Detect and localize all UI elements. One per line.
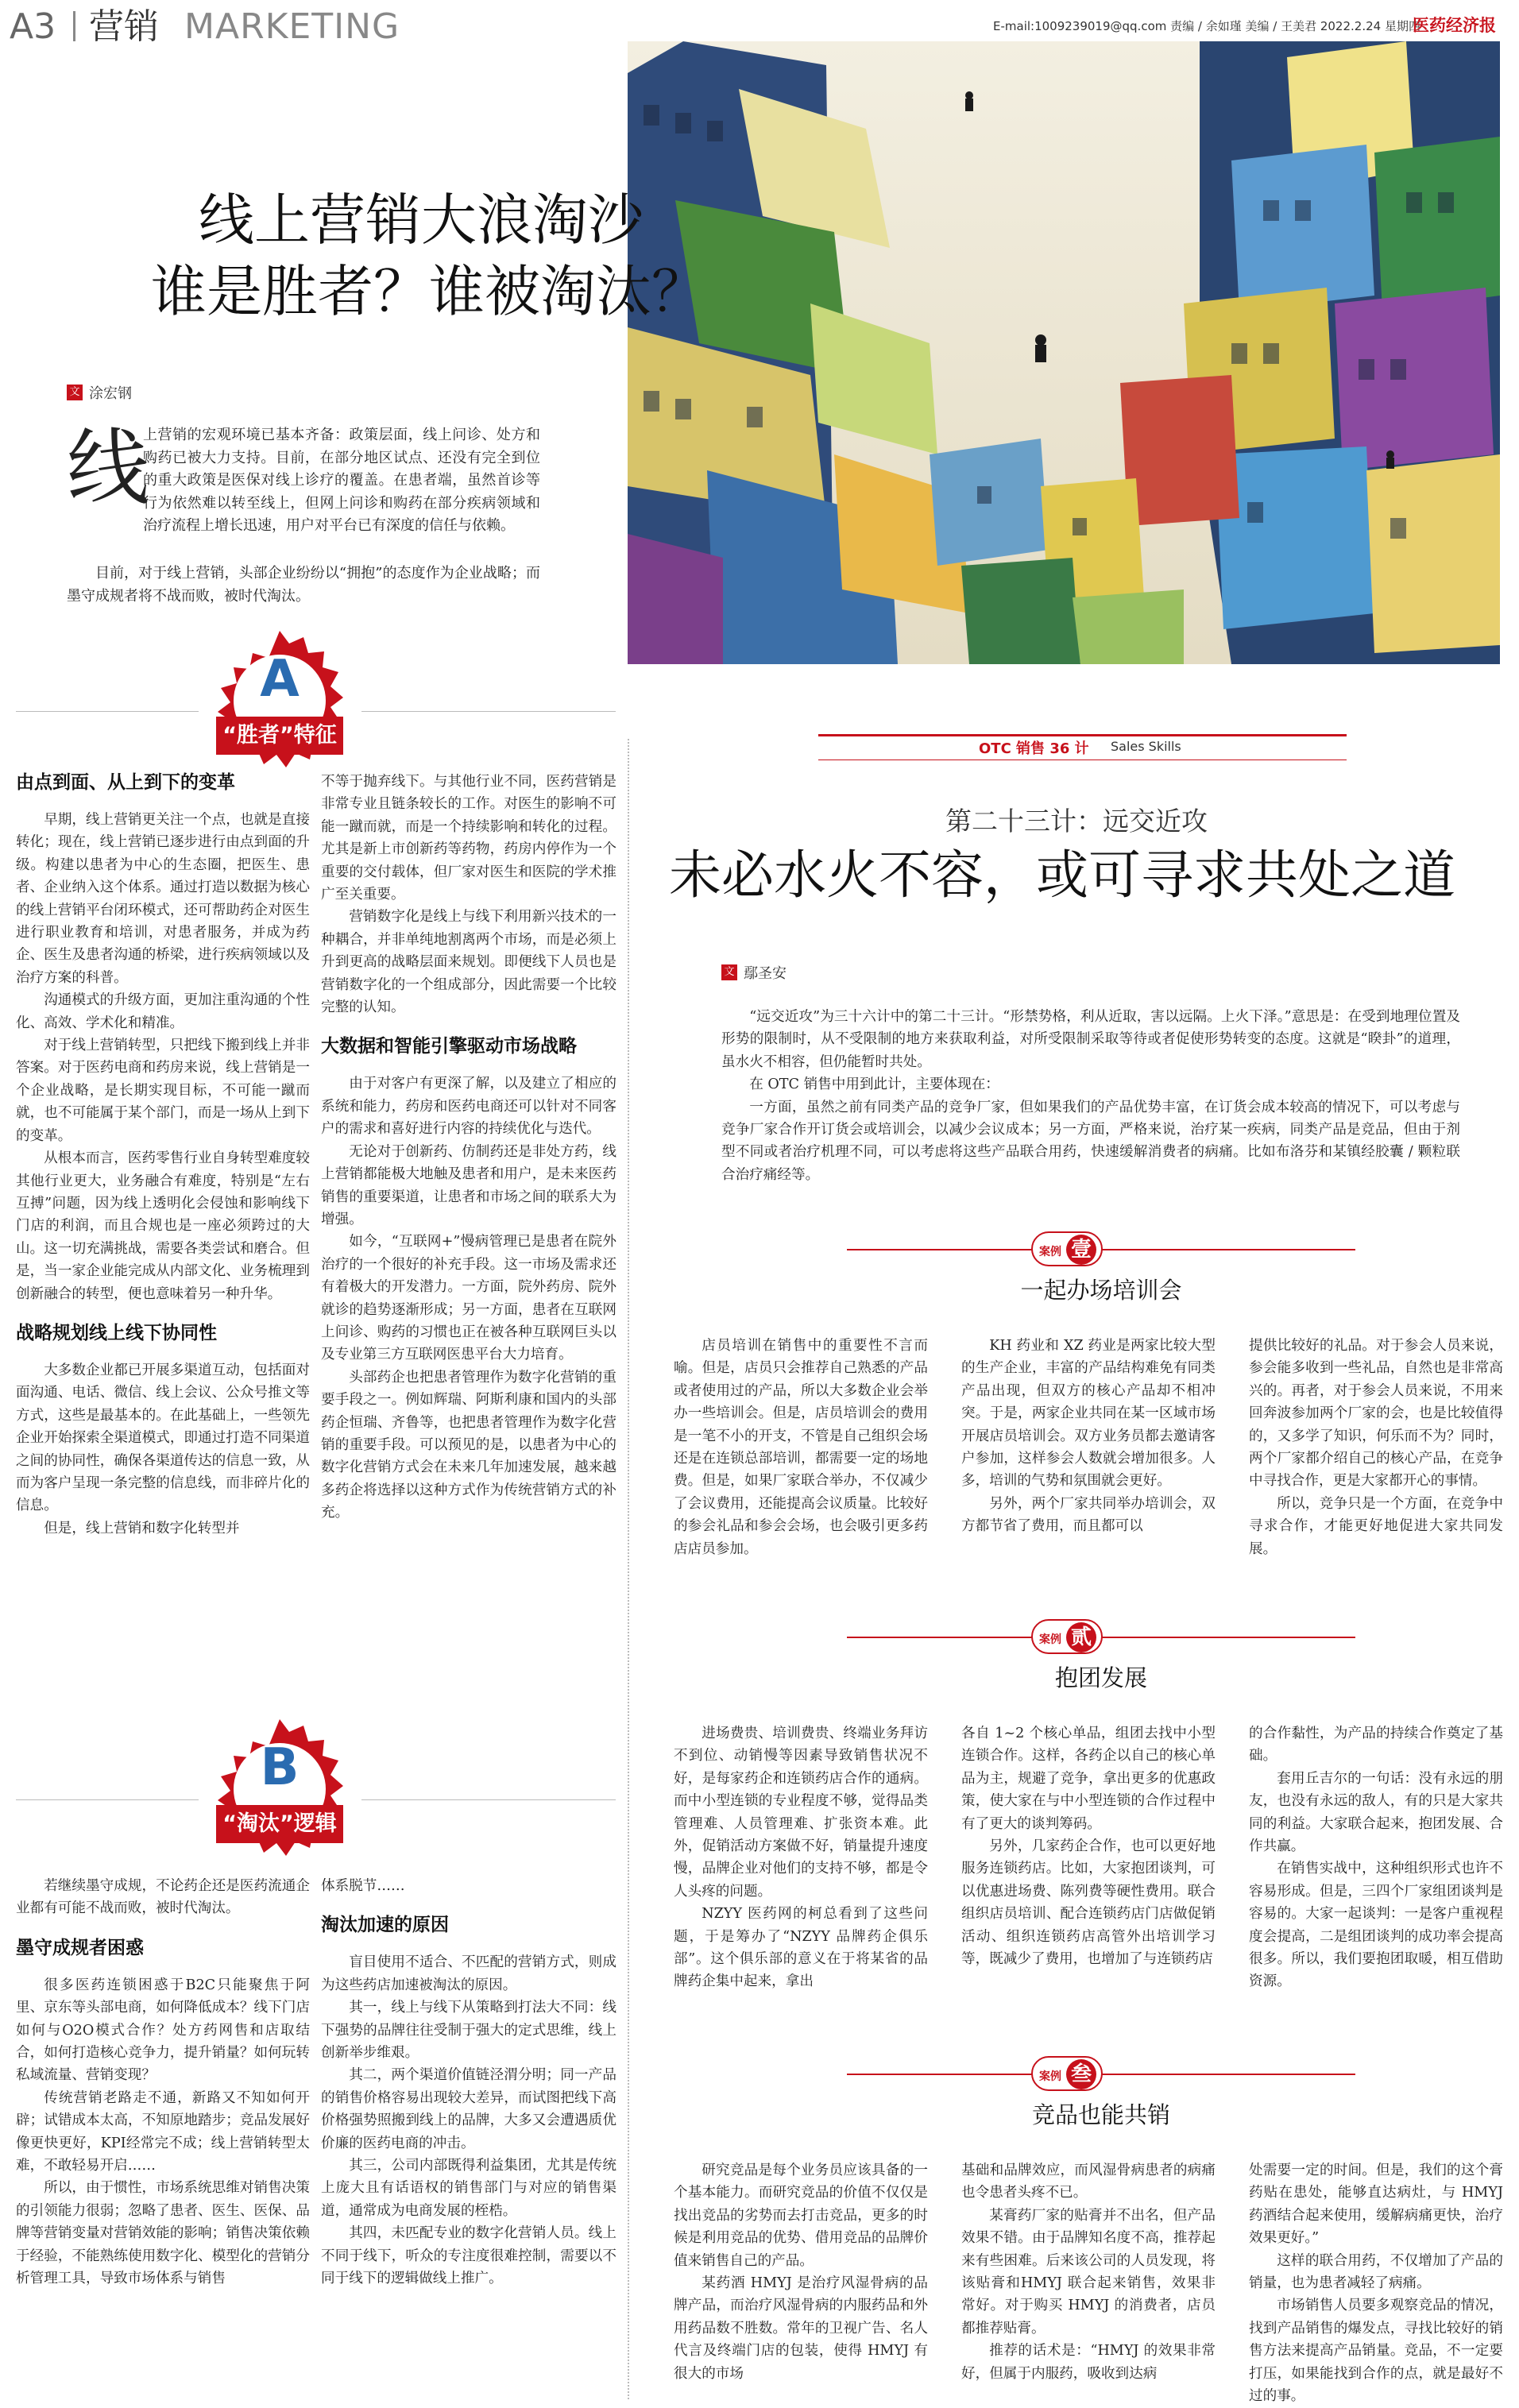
para: 在销售实战中，这种组织形式也许不容易形成。但是，三四个厂家组团谈判是容易的。大家一起谈判：一是客户重视程度会提高，二是组团谈判的成功率会提高很多。所以，我们要抱团取暖，相互借助资源。 xyxy=(1249,1861,1503,1990)
para: 营销数字化是线上与线下利用新兴技术的一种耦合，并非单纯地割离两个市场，而是必须上升到更高的战略层面来规划。即便线下人员也是营销数字化的一个组成部分，因此需要一个比较完整的认知。 xyxy=(321,909,616,1016)
article2-intro xyxy=(721,1006,1460,1186)
para: 在 OTC 销售中用到此计，主要体现在： xyxy=(749,1076,999,1093)
case2-col2 xyxy=(961,1722,1216,1970)
case1-col3 xyxy=(1249,1335,1503,1560)
para: 其二，两个渠道价值链泾渭分明；同一产品的销售价格容易出现较大差异，而试图把线下高价格强势照搬到线上的品牌，大多又会遭遇质优价廉的医药电商的冲击。 xyxy=(321,2067,616,2151)
case3-col1 xyxy=(674,2159,928,2385)
para: 套用丘吉尔的一句话：没有永远的朋友，也没有永远的敌人，有的只是大家共同的利益。大家联合起来，抱团发展、合作共赢。 xyxy=(1249,1770,1503,1855)
para: 对于线上营销转型，只把线下搬到线上并非答案。对于医药电商和药房来说，线上营销是一个企业战略，是长期实现目标，不可能一蹴而就，也不可能属于某个部门，而是一场从上到下的变革。 xyxy=(16,1038,310,1144)
section-title-cn: 营销 xyxy=(89,6,159,47)
column-b2 xyxy=(321,1875,616,2290)
article2-author-tag: 文 xyxy=(721,964,737,980)
para: 体系脱节…… xyxy=(321,1878,405,1894)
article2-column-bar xyxy=(818,734,1347,736)
column-b1 xyxy=(16,1875,310,2290)
para: 其三，公司内部既得利益集团，尤其是传统上庞大且有话语权的销售部门与对应的销售渠道，通常成为电商发展的桎梏。 xyxy=(321,2158,616,2219)
section-title-en: MARKETING xyxy=(184,6,400,47)
para: 的合作黏性，为产品的持续合作奠定了基础。 xyxy=(1249,1726,1503,1764)
case3-title: 竞品也能共销 xyxy=(1031,2101,1170,2128)
para: 很多医药连锁困惑于B2C只能聚焦于阿里、京东等头部电商，如何降低成本？线下门店如何与O2O模式合作？处方药网售和店取结合，如何打造核心竞争力，提升销量？如何玩转私域流量、营销变现？ xyxy=(16,1977,310,2084)
para: KH 药业和 XZ 药业是两家比较大型的生产企业，丰富的产品结构难免有同类产品出现，但双方的核心产品却不相冲突。于是，两家企业共同在某一区域市场开展店员培训会。双方业务员都去邀请客户参加，这样参会人数就会增加很多。人多，培训的气势和氛围就会更好。 xyxy=(961,1338,1216,1490)
seal-a-label: “胜者”特征 xyxy=(216,717,343,755)
para: 基础和品牌效应，而风湿骨病患者的病痛也令患者头疼不已。 xyxy=(961,2163,1216,2201)
case1-label: 案例 xyxy=(1039,1246,1061,1258)
para: 所以，竞争只是一个方面，在竞争中寻求合作，才能更好地促进大家共同发展。 xyxy=(1249,1495,1503,1557)
para: 盲目使用不适合、不匹配的营销方式，则成为这些药店加速被淘汰的原因。 xyxy=(321,1954,616,1993)
header-meta: E-mail:1009239019@qq.com 责编 / 余如瑾 美编 / 王美君 2022.2.24 星期四 xyxy=(993,19,1420,33)
case2-col1 xyxy=(674,1722,928,1993)
hero-illustration xyxy=(628,41,1500,664)
case3-label: 案例 xyxy=(1039,2070,1061,2083)
case1-badge xyxy=(1031,1231,1103,1266)
seal-a xyxy=(200,628,359,787)
para: 从根本而言，医药零售行业自身转型难度较其他行业更大，业务融合有难度，特别是“左右互搏”问题，因为线上透明化会侵蚀和影响线下门店的利润，而且合规也是一座必须跨过的大山。这一切充满挑战，需要各类尝试和磨合。但是，当一家企业能完成从内部文化、业务梳理到创新融合的转型，便也意味着另一种升华。 xyxy=(16,1150,310,1302)
para: 但是，线上营销和数字化转型并 xyxy=(44,1520,240,1536)
para: 不等于抛弃线下。与其他行业不同，医药营销是非常专业且链条较长的工作。对医生的影响不可能一蹴而就，而是一个持续影响和转化的过程。尤其是新上市创新药等药物，药房内停作为一个重要的交付载体，但厂家对医生和医院的学术推广至关重要。 xyxy=(321,774,616,903)
para: 由于对客户有更深了解，以及建立了相应的系统和能力，药房和医药电商还可以针对不同客户的需求和喜好进行内容的持续优化与迭代。 xyxy=(321,1076,616,1138)
para: 传统营销老路走不通，新路又不知如何开辟；试错成本太高，不知原地踏步；竞品发展好像更快更好，KPI经常完不成；线上营销转型太难，不敢轻易开启…… xyxy=(16,2089,310,2174)
article1-title-line1: 线上营销大浪淘沙 xyxy=(199,187,644,253)
para: 早期，线上营销更关注一个点，也就是直接转化；现在，线上营销已逐步进行由点到面的升级。构建以患者为中心的生态圈，把医生、患者、企业纳入这个体系。通过打造以数据为核心的线上营销平台闭环模式，还可帮助药企对医生进行职业教育和培训，对患者服务，并成为药企、医生及患者沟通的桥梁，进行疾病领域以及治疗方案的科普。 xyxy=(16,812,310,986)
para: 店员培训在销售中的重要性不言而喻。但是，店员只会推荐自己熟悉的产品或者使用过的产品，所以大多数企业会举办一些培训会。但是，店员培训会的费用是一笔不小的开支，不管是自己组织会场还是在连锁总部培训，都需要一定的场地费。但是，如果厂家联合举办，不仅减少了会议费用，还能提高会议质量。比较好的参会礼品和参会会场，也会吸引更多药店店员参加。 xyxy=(674,1338,928,1557)
masthead-logo: 医药经济报 xyxy=(1413,15,1496,35)
case1-col2 xyxy=(961,1335,1216,1538)
case3-col3 xyxy=(1249,2159,1503,2407)
para: 另外，两个厂家共同举办培训会，双方都节省了费用，而且都可以 xyxy=(961,1495,1216,1535)
case2-col3 xyxy=(1249,1722,1503,1993)
para: 其一，线上与线下从策略到打法大不同：线下强势的品牌往往受制于强大的定式思维，线上创新举步维艰。 xyxy=(321,2000,616,2062)
para: 大多数企业都已开展多渠道互动，包括面对面沟通、电话、微信、线上会议、公众号推文等方式，这些是最基本的。在此基础上，一些领先企业开始探索全渠道模式，即通过打造不同渠道之间的协同性，确保各渠道传达的信息一致，从而为客户呈现一条完整的信息线，而非碎片化的信息。 xyxy=(16,1362,310,1514)
para: NZYY 医药网的柯总看到了这些问题，于是筹办了“NZYY 品牌药企俱乐部”。这个俱乐部的意义在于将某省的品牌药企集中起来，拿出 xyxy=(674,1906,928,1990)
article2-column-tag: OTC 销售 36 计 xyxy=(979,740,1089,757)
para: 沟通模式的升级方面，更加注重沟通的个性化、高效、学术化和精准。 xyxy=(16,992,310,1031)
para: 头部药企也把患者管理作为数字化营销的重要手段之一。例如辉瑞、阿斯利康和国内的头部药企恒瑞、齐鲁等，也把患者管理作为数字化营销的重要手段。可以预见的是，以患者为中心的数字化营销方式会在未来几年加速发展，越来越多药企将选择以这种方式作为传统营销方式的补充。 xyxy=(321,1369,616,1521)
city-blocks-image xyxy=(628,41,1500,664)
para: 一方面，虽然之前有同类产品的竞争厂家，但如果我们的产品优势丰富，在订货会成本较高的情况下，可以考虑与竞争厂家合作开订货会或培训会，以减少会议成本；另一方面，严格来说，治疗某一疾病，同类产品是竞品，但由于剂型不同或者治疗机理不同，可以考虑将这些产品联合用药，快速缓解消费者的病痛。比如布洛芬和某镇经胶囊 / 颗粒联合治疗痛经等。 xyxy=(721,1099,1460,1183)
seal-a-letter: A xyxy=(260,650,300,709)
page-number: A3 xyxy=(10,6,56,47)
para: 提供比较好的礼品。对于参会人员来说，参会能多收到一些礼品，自然也是非常高兴的。再者，对于参会人员来说，不用来回奔波参加两个厂家的会，也是比较值得的，又多学了知识，何乐而不为？同时，两个厂家都介绍自己的核心产品，在竞争中寻找合作，更是大家都开心的事情。 xyxy=(1249,1338,1503,1490)
para: 无论对于创新药、仿制药还是非处方药，线上营销都能极大地触及患者和用户，是未来医药销售的重要渠道，让患者和市场之间的联系大为增强。 xyxy=(321,1143,616,1227)
article2-kicker: 第二十三计：远交近攻 xyxy=(945,806,1208,837)
heading-a2-1: 大数据和智能引擎驱动市场战略 xyxy=(321,1036,577,1057)
para: 其四，未匹配专业的数字化营销人员。线上不同于线下，听众的专注度很难控制，需要以不同于线下的逻辑做线上推广。 xyxy=(321,2225,616,2287)
para: “远交近攻”为三十六计中的第二十三计。“形禁势格，利从近取，害以远隔。上火下泽。”意思是：在受到地理位置及形势的限制时，从不受限制的地方来获取利益，对所受限制采取等待或者促使形势转变的态度。这就是“睽卦”的道理，虽水火不相容，但仍能暂时共处。 xyxy=(721,1009,1460,1070)
para: 另外，几家药企合作，也可以更好地服务连锁药店。比如，大家抱团谈判，可以优惠进场费、陈列费等硬性费用。联合组织店员培训、配合连锁药店门店做促销活动、组织连锁药店高管外出培训学习等，既减少了费用，也增加了与连锁药店 xyxy=(961,1838,1216,1968)
article1-author: 涂宏钢 xyxy=(89,385,132,402)
para: 这样的联合用药，不仅增加了产品的销量，也为患者减轻了病痛。 xyxy=(1249,2252,1503,2292)
article2-title: 未必水火不容，或可寻求共处之道 xyxy=(669,845,1455,906)
para: 处需要一定的时间。但是，我们的这个膏药贴在患处，能够直达病灶，与 HMYJ 药酒结合起来使用，缓解病痛更快，治疗效果更好。” xyxy=(1249,2163,1503,2247)
header-divider xyxy=(73,11,75,41)
case1-col1 xyxy=(674,1335,928,1560)
case2-title: 抱团发展 xyxy=(1054,1664,1147,1691)
lead-paragraph-1: 上营销的宏观环境已基本齐备：政策层面，线上问诊、处方和购药已被大力支持。目前，在部分地区试点、还没有完全到位的重大政策是医保对线上诊疗的覆盖。在患者端，虽然首诊等行为依然难以转至线上，但网上问诊和购药在部分疾病领域和治疗流程上增长迅速，用户对平台已有深度的信任与依赖。 xyxy=(143,427,540,534)
para: 市场销售人员要多观察竞品的情况，找到产品销售的爆发点，寻找比较好的销售方法来提高产品销量。竞品，不一定要打压，如果能找到合作的点，就是最好不过的事。 xyxy=(1249,2298,1503,2405)
column-a1 xyxy=(16,771,310,1540)
case1-number: 壹 xyxy=(1066,1235,1096,1265)
heading-a1-1: 由点到面、从上到下的变革 xyxy=(16,772,235,793)
case1-title: 一起办场培训会 xyxy=(1020,1277,1182,1304)
heading-a1-2: 战略规划线上线下协同性 xyxy=(16,1322,217,1343)
lead-paragraph-2: 目前，对于线上营销，头部企业纷纷以“拥抱”的态度作为企业战略；而墨守成规者将不战而败，被时代淘汰。 xyxy=(67,565,540,605)
seal-a-rule xyxy=(16,711,199,712)
case3-number: 叁 xyxy=(1066,2059,1096,2089)
seal-a-rule-right xyxy=(361,711,616,712)
case2-label: 案例 xyxy=(1039,1633,1061,1646)
article1-author-tag: 文 xyxy=(67,385,83,400)
seal-b-letter: B xyxy=(260,1738,300,1797)
article1-lead xyxy=(67,419,540,534)
case2-number: 贰 xyxy=(1066,1622,1096,1652)
article2-column-en: Sales Skills xyxy=(1111,739,1181,754)
seal-b xyxy=(200,1716,359,1875)
seal-b-rule-right xyxy=(361,1799,616,1800)
para: 各自 1~2 个核心单品，组团去找中小型连锁合作。这样，各药企以自己的核心单品为主，规避了竞争，拿出更多的优惠政策，使大家在与中小型连锁的合作过程中有了更大的谈判筹码。 xyxy=(961,1726,1216,1832)
para: 某药酒 HMYJ 是治疗风湿骨病的品牌产品，而治疗风湿骨病的内服药品和外用药品数不胜数。常年的卫视广告、名人代言及终端门店的包装，使得 HMYJ 有很大的市场 xyxy=(674,2275,928,2382)
case3-badge xyxy=(1031,2056,1103,2091)
heading-b1-1: 墨守成规者困惑 xyxy=(16,1937,144,1958)
para: 如今，“互联网+”慢病管理已是患者在院外治疗的一个很好的补充手段。这一市场及需求还有着极大的开发潜力。一方面，院外药房、院外就诊的趋势逐渐形成；另一方面，患者在互联网上问诊、购药的习惯也正在被各种互联网巨头以及专业第三方互联网医患平台大力培育。 xyxy=(321,1234,616,1363)
para: 推荐的话术是：“HMYJ 的效果非常好，但属于内服药，吸收到达病 xyxy=(961,2343,1216,2382)
seal-b-rule xyxy=(16,1799,199,1800)
seal-b-label: “淘汰”逻辑 xyxy=(216,1805,343,1843)
column-divider xyxy=(628,739,629,2399)
para: 进场费贵、培训费贵、终端业务拜访不到位、动销慢等因素导致销售状况不好，是每家药企和连锁药店合作的通病。而中小型连锁的专业程度不够，觉得品类管理难、人员管理难、扩张资本难。此外，促销活动方案做不好，销量提升速度慢，品牌企业对他们的支持不够，都是令人头疼的问题。 xyxy=(674,1726,928,1900)
case2-badge xyxy=(1031,1619,1103,1654)
article2-author: 鄢圣安 xyxy=(744,965,787,982)
para: 研究竞品是每个业务员应该具备的一个基本能力。而研究竞品的价值不仅仅是找出竞品的劣势而去打击竞品，更多的时候是利用竞品的优势、借用竞品的品牌价值来销售自己的产品。 xyxy=(674,2163,928,2269)
case3-col2 xyxy=(961,2159,1216,2385)
para: 若继续墨守成规，不论药企还是医药流通企业都有可能不战而败，被时代淘汰。 xyxy=(16,1878,310,1917)
drop-cap: 线 xyxy=(67,419,150,516)
heading-b2-1: 淘汰加速的原因 xyxy=(321,1915,449,1936)
para: 某膏药厂家的贴膏并不出名，但产品效果不错。由于品牌知名度不高，推荐起来有些困难。后来该公司的人员发现，将该贴膏和HMYJ 联合起来销售，效果非常好。对于购买 HMYJ 的消费者，店员都推荐贴膏。 xyxy=(961,2207,1216,2336)
para: 所以，由于惯性，市场系统思维对销售决策的引领能力很弱；忽略了患者、医生、医保、品牌等营销变量对营销效能的影响；销售决策依赖于经验，不能熟练使用数字化、模型化的营销分析管理工具，导致市场体系与销售 xyxy=(16,2180,310,2287)
article1-title-line2: 谁是胜者？谁被淘汰？ xyxy=(151,259,707,324)
column-a2 xyxy=(321,771,616,1525)
